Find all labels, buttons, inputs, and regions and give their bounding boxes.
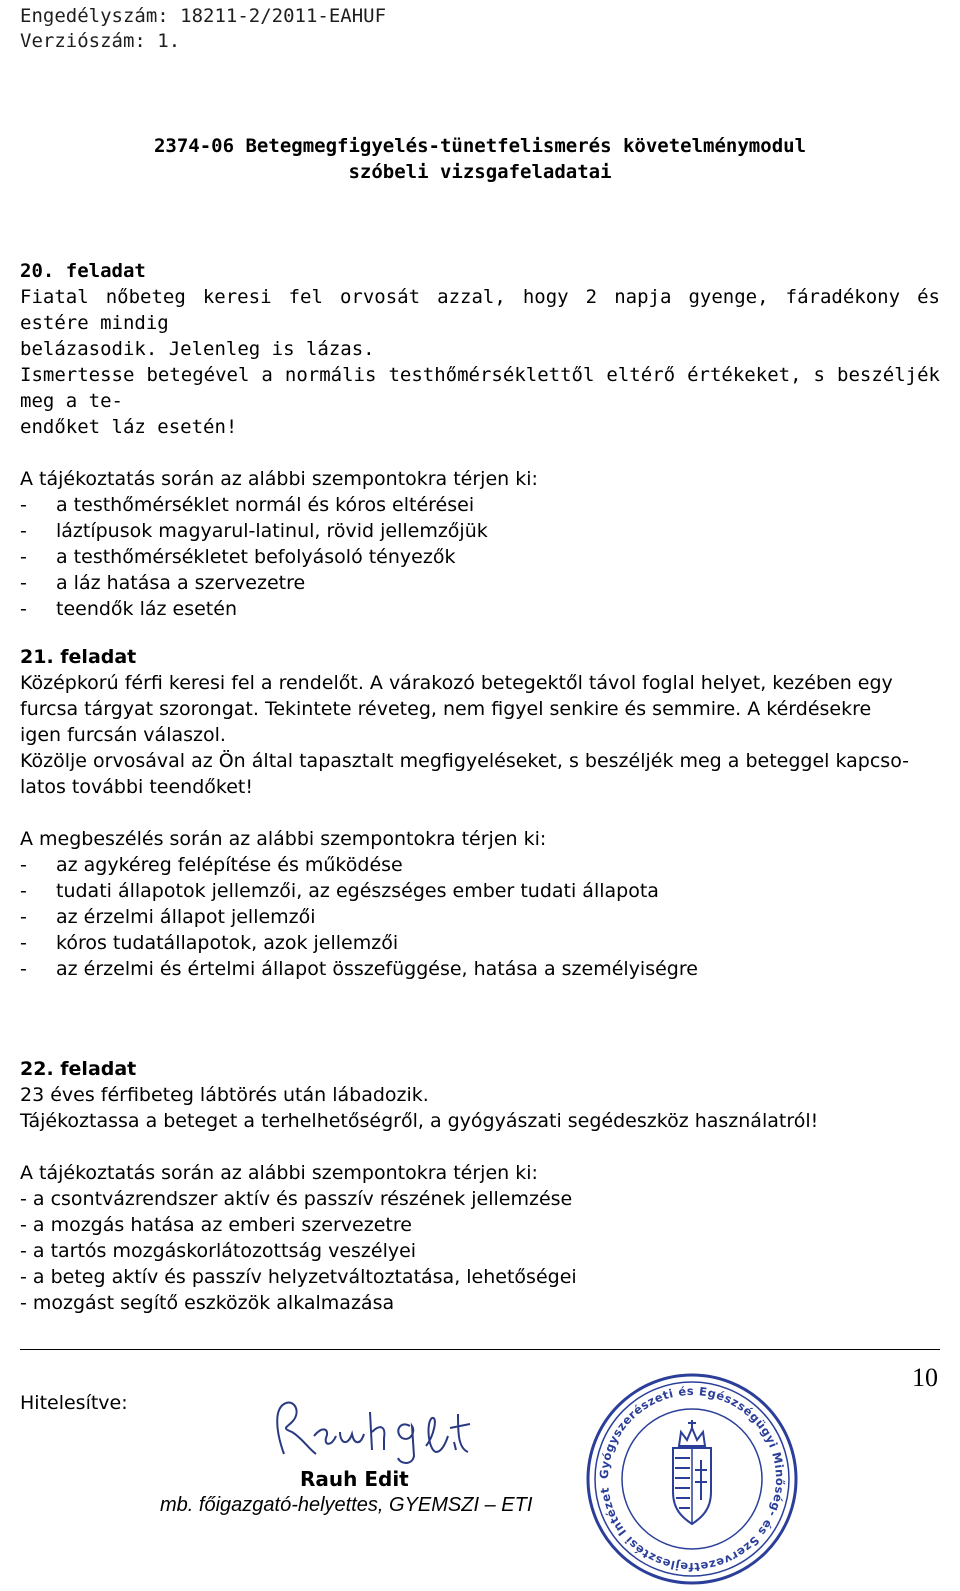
document-title-line-1: 2374-06 Betegmegfigyelés-tünetfelismerés követelménymodul — [153, 135, 807, 157]
document-title-line-2: szóbeli vizsgafeladatai — [348, 161, 612, 183]
version-number: Verziószám: 1. — [20, 30, 181, 52]
scenario-line: 23 éves férfibeteg lábtörés után lábadozik. — [20, 1084, 429, 1106]
scenario-line: igen furcsán válaszol. — [20, 724, 226, 746]
task-21 — [20, 644, 940, 982]
task-checklist — [20, 492, 940, 622]
list-item: - a beteg aktív és passzív helyzetváltoztatása, lehetőségei — [20, 1266, 577, 1288]
task-intro: A tájékoztatás során az alábbi szempontokra térjen ki: — [20, 468, 538, 490]
task-checklist — [20, 852, 940, 982]
official-seal-stamp — [583, 1370, 801, 1588]
scenario-line: belázasodik. Jelenleg is lázas. — [20, 338, 375, 360]
scenario-line: Tájékoztassa a beteget a terhelhetőségről, a gyógyászati segédeszköz használatról! — [20, 1110, 819, 1132]
scenario-line: latos további teendőket! — [20, 776, 253, 798]
task-intro: A megbeszélés során az alábbi szempontokra térjen ki: — [20, 828, 547, 850]
list-item: - tudati állapotok jellemzői, az egészséges ember tudati állapota — [20, 880, 659, 902]
handwritten-signature — [262, 1392, 482, 1472]
task-number: 20. feladat — [20, 260, 146, 282]
scenario-line: Ismertesse betegével a normális testhőmérséklettől eltérő értékeket, s beszéljék meg a te- — [20, 364, 940, 412]
task-22 — [20, 1056, 940, 1316]
task-number: 22. feladat — [20, 1058, 137, 1080]
scenario-line: Közölje orvosával az Ön által tapasztalt megfigyeléseket, s beszéljék meg a beteggel kapcso- — [20, 750, 910, 772]
scenario-line: endőket láz esetén! — [20, 416, 238, 438]
svg-text:Gyógyszerészeti és Egészségügy: Gyógyszerészeti és Egészségügyi Minőség- és Szervezetfejlesztési Intézet — [596, 1383, 788, 1575]
list-item: - a mozgás hatása az emberi szervezetre — [20, 1214, 412, 1236]
scenario-line: Középkorú férfi keresi fel a rendelőt. A várakozó betegektől távol foglal helyet, kezében egy — [20, 672, 893, 694]
list-item: - mozgást segítő eszközök alkalmazása — [20, 1292, 395, 1314]
list-item: - teendők láz esetén — [20, 598, 237, 620]
list-item: - az érzelmi állapot jellemzői — [20, 906, 316, 928]
task-checklist — [20, 1186, 940, 1316]
list-item: - láztípusok magyarul-latinul, rövid jellemzőjük — [20, 520, 488, 542]
page-number: 10 — [912, 1363, 938, 1392]
list-item: - a testhőmérséklet normál és kóros eltérései — [20, 494, 475, 516]
list-item: - kóros tudatállapotok, azok jellemzői — [20, 932, 399, 954]
task-intro: A tájékoztatás során az alábbi szempontokra térjen ki: — [20, 1162, 538, 1184]
task-20 — [20, 258, 940, 622]
footer-divider — [20, 1349, 940, 1350]
scenario-line: Fiatal nőbeteg keresi fel orvosát azzal, hogy 2 napja gyenge, fáradékony és estére mindig — [20, 286, 940, 334]
list-item: - a testhőmérsékletet befolyásoló tényezők — [20, 546, 456, 568]
task-scenario — [20, 670, 940, 800]
task-number: 21. feladat — [20, 646, 137, 668]
signer-name: Rauh Edit — [300, 1467, 409, 1491]
list-item: - az érzelmi és értelmi állapot összefüggése, hatása a személyiségre — [20, 958, 698, 980]
scenario-line: furcsa tárgyat szorongat. Tekintete réveteg, nem figyel senkire és semmire. A kérdésekre — [20, 698, 872, 720]
license-number: Engedélyszám: 18211-2/2011-EAHUF — [20, 5, 387, 27]
certified-label: Hitelesítve: — [20, 1392, 128, 1414]
list-item: - az agykéreg felépítése és működése — [20, 854, 403, 876]
signer-title: mb. főigazgató-helyettes, GYEMSZI – ETI — [160, 1494, 533, 1516]
task-scenario — [20, 284, 940, 440]
list-item: - a csontvázrendszer aktív és passzív részének jellemzése — [20, 1188, 573, 1210]
list-item: - a láz hatása a szervezetre — [20, 572, 306, 594]
list-item: - a tartós mozgáskorlátozottság veszélyei — [20, 1240, 417, 1262]
task-scenario — [20, 1082, 940, 1134]
